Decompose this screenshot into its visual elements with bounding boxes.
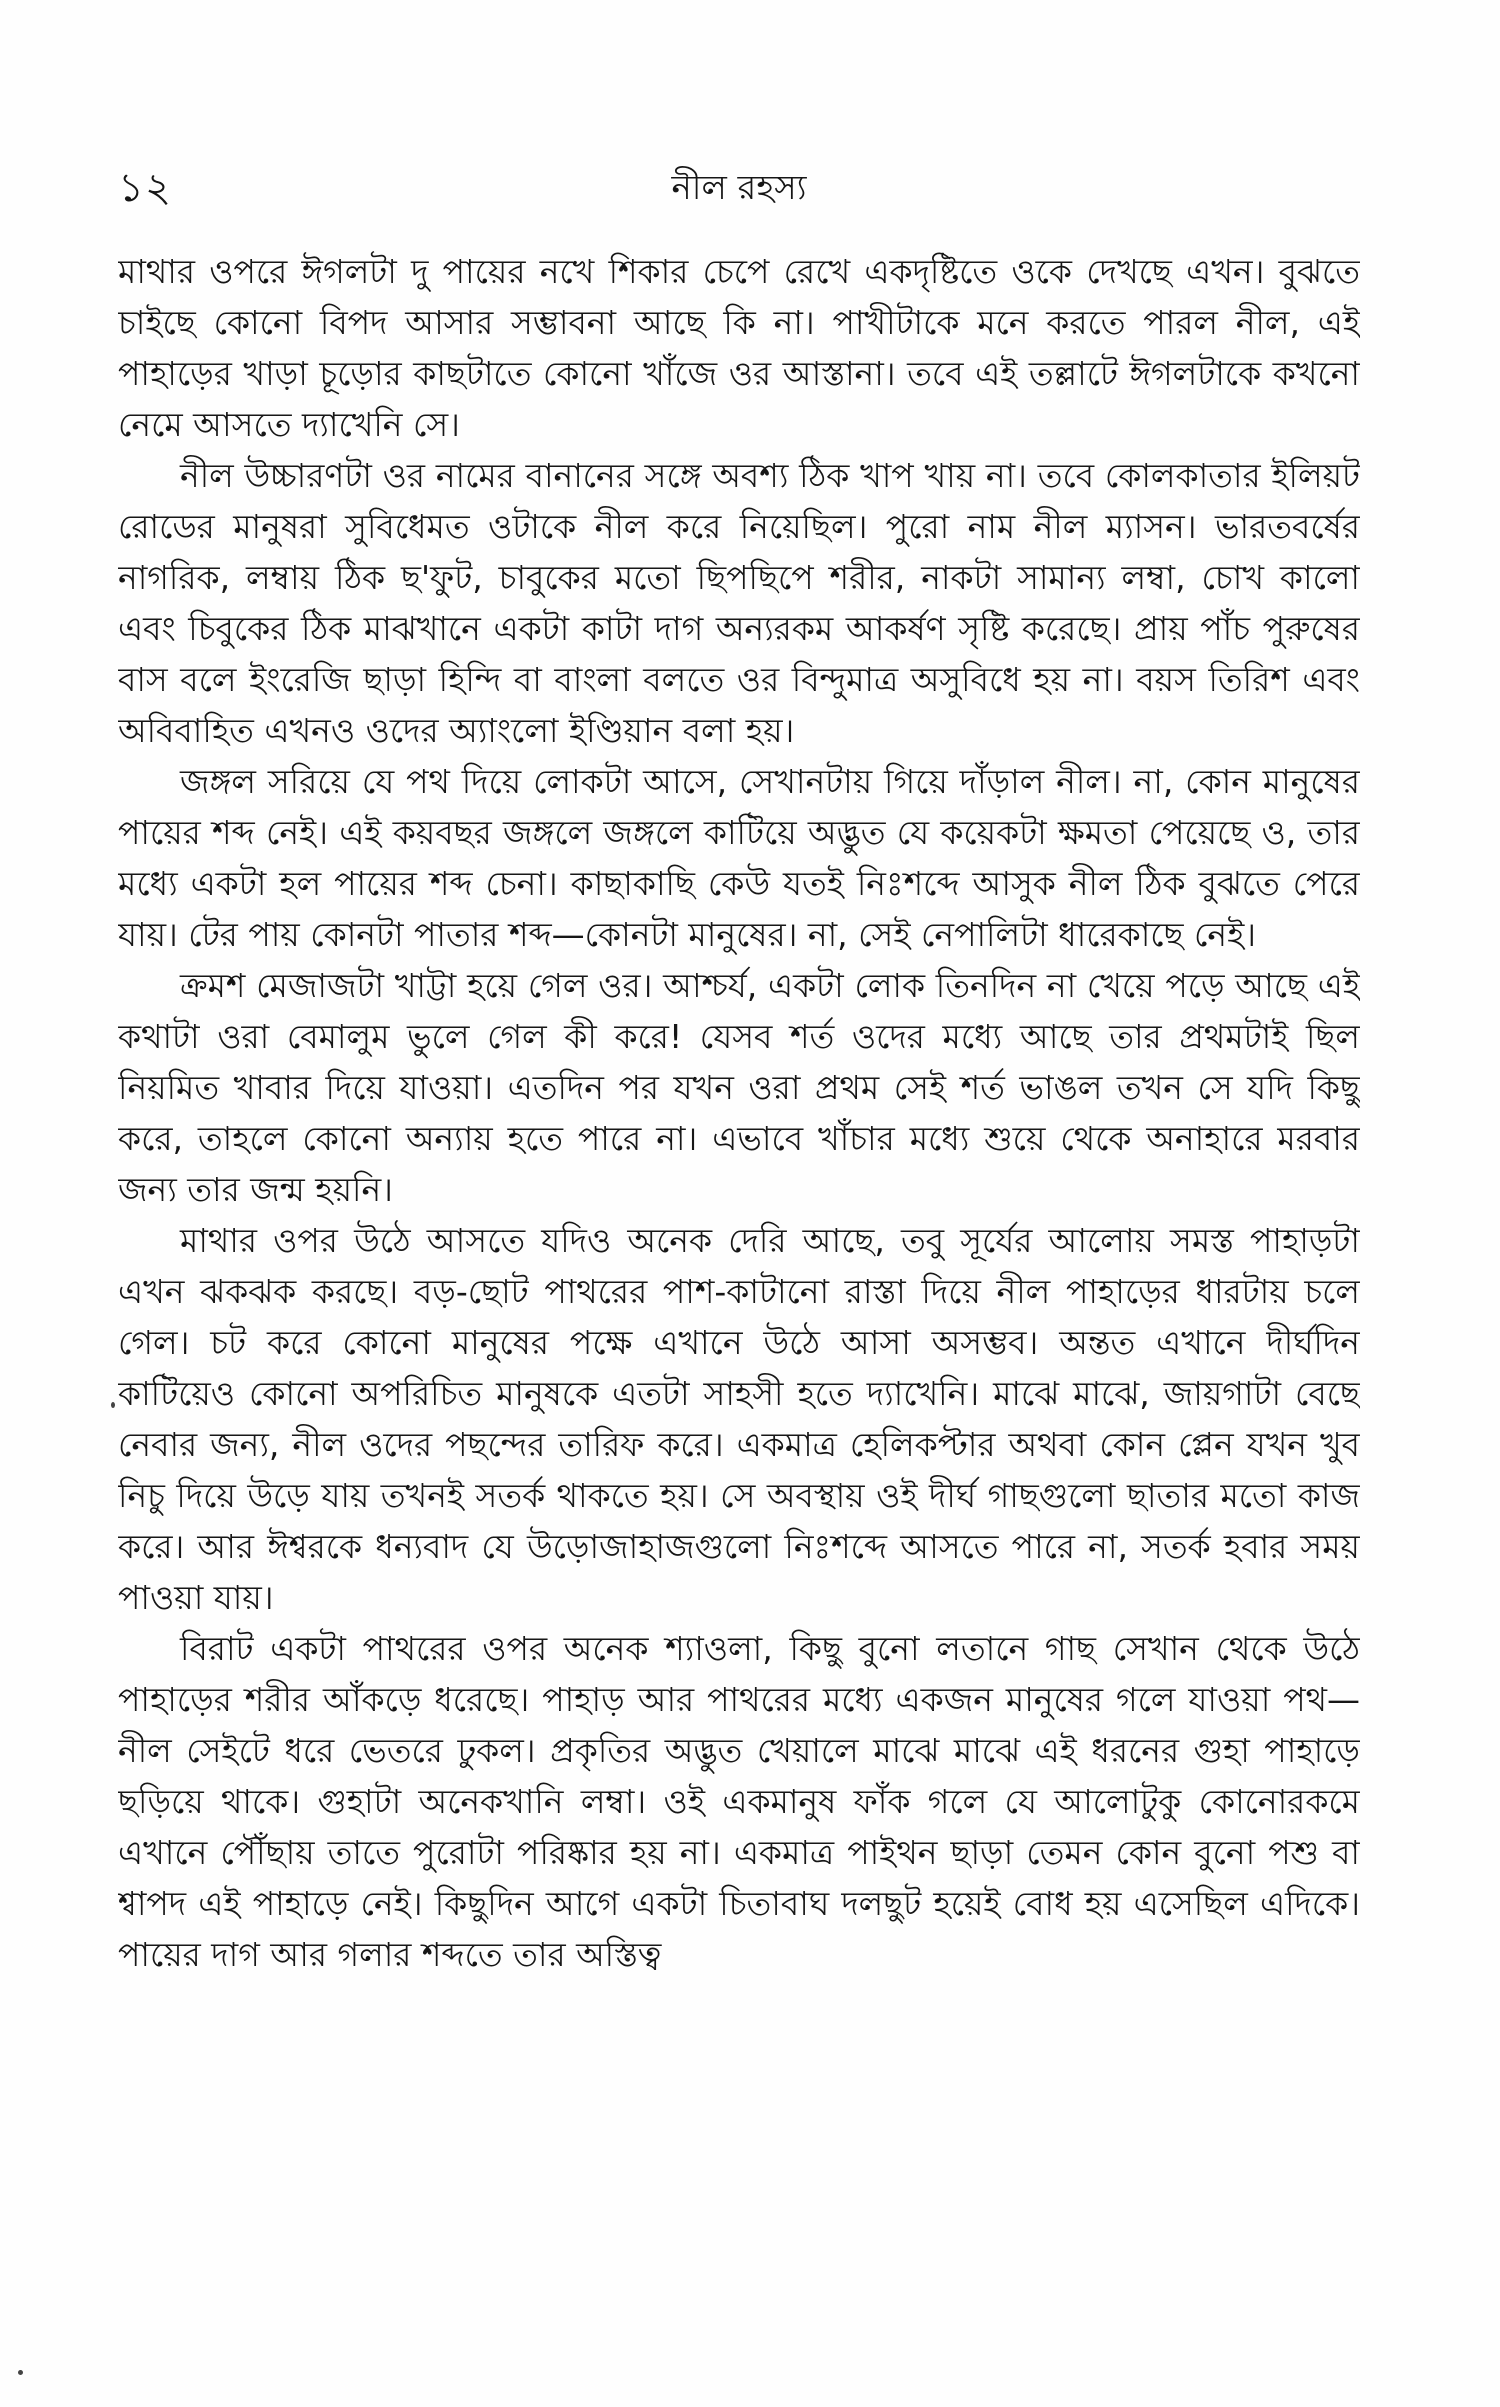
page-header — [118, 158, 1360, 228]
paragraph-3: জঙ্গল সরিয়ে যে পথ দিয়ে লোকটা আসে, সেখানটায় গিয়ে দাঁড়াল নীল। না, কোন মানুষের পায়ের শব্দ নেই। এই কয়বছর জঙ্গলে জঙ্গলে কাটিয়ে অদ্ভুত যে কয়েকটা ক্ষমতা পেয়েছে ও, তার মধ্যে একটা হল পায়ের শব্দ চেনা। কাছাকাছি কেউ যতই নিঃশব্দে আসুক নীল ঠিক বুঝতে পেরে যায়। টের পায় কোনটা পাতার শব্দ—কোনটা মানুষের। না, সেই নেপালিটা ধারেকাছে নেই। — [118, 762, 1360, 954]
paragraph-6: বিরাট একটা পাথরের ওপর অনেক শ্যাওলা, কিছু বুনো লতানে গাছ সেখান থেকে উঠে পাহাড়ের শরীর আঁকড়ে ধরেছে। পাহাড় আর পাথরের মধ্যে একজন মানুষের গলে যাওয়া পথ—নীল সেইটে ধরে ভেতরে ঢুকল। প্রকৃতির অদ্ভুত খেয়ালে মাঝে মাঝে এই ধরনের গুহা পাহাড়ে ছড়িয়ে থাকে। গুহাটা অনেকখানি লম্বা। ওই একমানুষ ফাঁক গলে যে আলোটুকু কোনোরকমে এখানে পৌঁছায় তাতে পুরোটা পরিষ্কার হয় না। একমাত্র পাইথন ছাড়া তেমন কোন বুনো পশু বা শ্বাপদ এই পাহাড়ে নেই। কিছুদিন আগে একটা চিতাবাঘ দলছুট হয়েই বোধ হয় এসেছিল এদিকে। পায়ের দাগ আর গলার শব্দতে তার অস্তিত্ব — [118, 1629, 1360, 1974]
paragraph-1: মাথার ওপরে ঈগলটা দু পায়ের নখে শিকার চেপে রেখে একদৃষ্টিতে ওকে দেখছে এখন। বুঝতে চাইছে কোনো বিপদ আসার সম্ভাবনা আছে কি না। পাখীটাকে মনে করতে পারল নীল, এই পাহাড়ের খাড়া চূড়োর কাছটাতে কোনো খাঁজে ওর আস্তানা। তবে এই তল্লাটে ঈগলটাকে কখনো নেমে আসতে দ্যাখেনি সে। — [118, 252, 1360, 444]
page-number: ১২ — [118, 165, 172, 211]
paragraph-4: ক্রমশ মেজাজটা খাট্টা হয়ে গেল ওর। আশ্চর্য, একটা লোক তিনদিন না খেয়ে পড়ে আছে এই কথাটা ওরা বেমালুম ভুলে গেল কী করে! যেসব শর্ত ওদের মধ্যে আছে তার প্রথমটাই ছিল নিয়মিত খাবার দিয়ে যাওয়া। এতদিন পর যখন ওরা প্রথম সেই শর্ত ভাঙল তখন সে যদি কিছু করে, তাহলে কোনো অন্যায় হতে পারে না। এভাবে খাঁচার মধ্যে শুয়ে থেকে অনাহারে মরবার জন্য তার জন্ম হয়নি। — [118, 966, 1360, 1209]
body-text — [118, 246, 1360, 2286]
scan-speck — [18, 2370, 23, 2375]
running-title: নীল রহস্য — [671, 168, 807, 208]
paragraph-5: মাথার ওপর উঠে আসতে যদিও অনেক দেরি আছে, তবু সূর্যের আলোয় সমস্ত পাহাড়টা এখন ঝকঝক করছে। বড়-ছোট পাথরের পাশ-কাটানো রাস্তা দিয়ে নীল পাহাড়ের ধারটায় চলে গেল। চট করে কোনো মানুষের পক্ষে এখানে উঠে আসা অসম্ভব। অন্তত এখানে দীর্ঘদিন কাটিয়েও কোনো অপরিচিত মানুষকে এতটা সাহসী হতে দ্যাখেনি। মাঝে মাঝে, জায়গাটা বেছে নেবার জন্য, নীল ওদের পছন্দের তারিফ করে। একমাত্র হেলিকপ্টার অথবা কোন প্লেন যখন খুব নিচু দিয়ে উড়ে যায় তখনই সতর্ক থাকতে হয়। সে অবস্থায় ওই দীর্ঘ গাছগুলো ছাতার মতো কাজ করে। আর ঈশ্বরকে ধন্যবাদ যে উড়োজাহাজগুলো নিঃশব্দে আসতে পারে না, সতর্ক হবার সময় পাওয়া যায়। — [118, 1221, 1360, 1617]
paragraph-2: নীল উচ্চারণটা ওর নামের বানানের সঙ্গে অবশ্য ঠিক খাপ খায় না। তবে কোলকাতার ইলিয়ট রোডের মানুষরা সুবিধেমত ওটাকে নীল করে নিয়েছিল। পুরো নাম নীল ম্যাসন। ভারতবর্ষের নাগরিক, লম্বায় ঠিক ছ'ফুট, চাবুকের মতো ছিপছিপে শরীর, নাকটা সামান্য লম্বা, চোখ কালো এবং চিবুকের ঠিক মাঝখানে একটা কাটা দাগ অন্যরকম আকর্ষণ সৃষ্টি করেছে। প্রায় পাঁচ পুরুষের বাস বলে ইংরেজি ছাড়া হিন্দি বা বাংলা বলতে ওর বিন্দুমাত্র অসুবিধে হয় না। বয়স তিরিশ এবং অবিবাহিত এখনও ওদের অ্যাংলো ইণ্ডিয়ান বলা হয়। — [118, 456, 1360, 750]
scan-speck — [111, 1402, 115, 1408]
